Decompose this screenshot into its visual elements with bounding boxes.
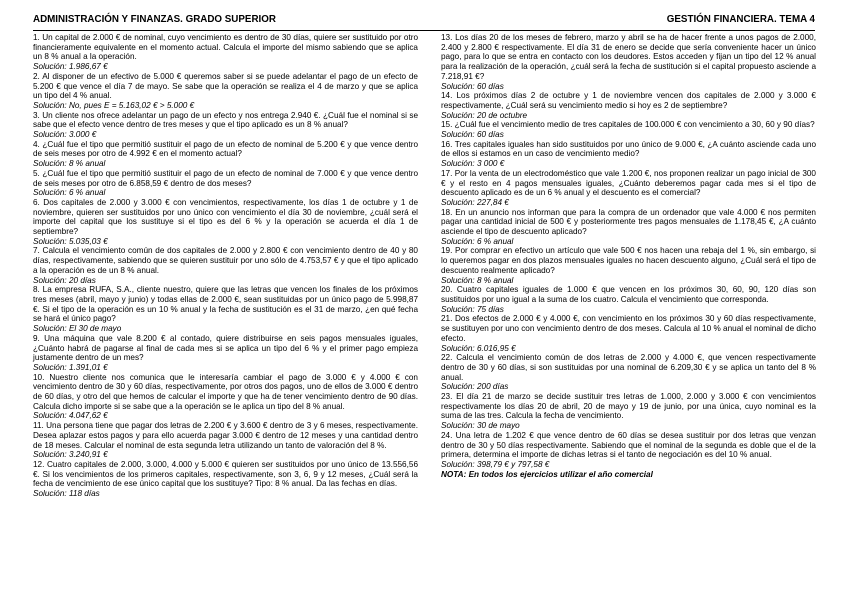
exercise-text: 18. En un anuncio nos informan que para la compra de un ordenador que vale 4.000 € nos permiten pagar una cantidad inicial de 500 € y posteriormente tres pagos mensuales de 1.178,45 €, ¿A cuánto asciende el tipo de descuento aplicado? [441, 207, 816, 237]
exercise-text: 17. Por la venta de un electrodoméstico que vale 1.200 €, nos proponen realizar un pago inicial de 300 € y el resto en 4 pagos mensuales iguales, ¿Cuánto deberemos pagar cada mes si el tipo de descuento aplicado es de un 6 % anual y el descuento es el comercial? [441, 168, 816, 198]
exercise-solution: Solución: 3 000 € [441, 159, 505, 169]
exercise-solution: Solución: 60 días [441, 130, 504, 140]
right-column [441, 33, 816, 479]
exercise-text: 22. Calcula el vencimiento común de dos letras de 2.000 y 4.000 €, que vencen respectivamente dentro de 30 y 60 días, si son sustituidas por una nominal de 6.209,30 € y se aplica un tanto del 8 % anual. [441, 353, 816, 382]
exercise-text: 6. Dos capitales de 2.000 y 3.000 € con vencimientos, respectivamente, los días 1 de octubre y 1 de noviembre, quieren ser sustituidos por uno único con vencimiento el día 30 de noviembre, ¿cuál será el importe del capital que los sustituye si el tipo es del 6 % y la operación se acuerda el día 1 de septiembre? [33, 197, 418, 237]
exercise-text: 4. ¿Cuál fue el tipo que permitió sustituir el pago de un efecto de nominal de 5.200 € y que vence dentro de seis meses por otro de 4.992 € en el momento actual? [33, 139, 418, 159]
footer-note: NOTA: En todos los ejercicios utilizar el año comercial [441, 469, 653, 479]
exercise-solution: Solución: 20 de octubre [441, 110, 528, 120]
exercise-solution: Solución: 3.000 € [33, 130, 97, 140]
exercise-solution: Solución: 5.035,03 € [33, 236, 108, 246]
exercise-solution: Solución: 118 días [33, 489, 100, 499]
exercise-text: 2. Al disponer de un efectivo de 5.000 € queremos saber si se puede adelantar el pago de un efecto de 5.200 € que vence el día 7 de mayo. Se sabe que la operación se realiza el 4 de marzo y que se aplica un tipo del 4 % anual. [33, 71, 418, 101]
exercise-solution: Solución: 30 de mayo [441, 421, 520, 431]
exercise-text: 20. Cuatro capitales iguales de 1.000 € que vencen en los próximos 30, 60, 90, 120 días son sustituidos por uno igual a la suma de los cuatro. Calcula el vencimiento que corresponda. [441, 285, 816, 304]
exercise-solution: Solución: El 30 de mayo [33, 324, 122, 334]
exercise-solution: Solución: 398,79 € y 797,58 € [441, 459, 550, 469]
exercise-solution: Solución: 6.016,95 € [441, 343, 516, 353]
exercise-text: 9. Una máquina que vale 8.200 € al contado, quiere distribuirse en seis pagos mensuales iguales, ¿Cuánto habrá de pagarse al final de cada mes si se aplica un tipo del 6 % y el primer pago empieza justamente dentro de un mes? [33, 333, 418, 363]
left-column [33, 33, 418, 499]
exercise-solution: Solución: 4.047,62 € [33, 411, 108, 421]
exercise-text: 21. Dos efectos de 2.000 € y 4.000 €, con vencimiento en los próximos 30 y 60 días respectivamente, se sustituyen por uno con vencimiento dentro de dos meses. Calcula al 10 % anual el nominal de dicho efecto. [441, 314, 816, 343]
exercise-solution: Solución: 6 % anual [33, 188, 106, 198]
exercise-text: 24. Una letra de 1.202 € que vence dentro de 60 días se desea sustituir por dos letras que venzan dentro de 30 y 50 días respectivamente. Sabiendo que el nominal de la segunda es doble que el de la primera, determina el importe de dichas letras si el tanto de negociación es del 10 % anual. [441, 430, 816, 460]
exercise-solution: Solución: 227,84 € [441, 197, 509, 207]
exercise-solution: Solución: 6 % anual [441, 236, 514, 246]
exercise-text: 19. Por comprar en efectivo un artículo que vale 500 € nos hacen una rebaja del 1 %, sin embargo, si lo queremos pagar en dos plazos mensuales iguales no hacen descuento alguno, ¿Cuál será el tipo de descuento realmente aplicado? [441, 246, 816, 275]
exercise-text: 14. Los próximos días 2 de octubre y 1 de noviembre vencen dos capitales de 2.000 y 3.000 € respectivamente, ¿Cuál será su vencimiento medio si hoy es 2 de septiembre? [441, 91, 816, 110]
exercise-text: 5. ¿Cuál fue el tipo que permitió sustituir el pago de un efecto de nominal de 7.000 € y que vence dentro de seis meses por otro de 6.858,59 € dentro de dos meses? [33, 168, 418, 188]
exercise-solution: Solución: 8 % anual [33, 159, 106, 169]
exercise-solution: Solución: 200 días [441, 382, 509, 392]
exercise-text: 12. Cuatro capitales de 2.000, 3.000, 4.000 y 5.000 € quieren ser sustituidos por uno único de 13.556,56 €. Si los vencimientos de los primeros capitales, respectivamente, son 3, 6, 9 y 12 meses, ¿Cuál será la fecha de vencimiento de ese único capital que los sustituye? Tipo: 8 % anual. Da las fechas en días. [33, 459, 418, 489]
exercise-text: 16. Tres capitales iguales han sido sustituidos por uno único de 9.000 €, ¿A cuánto asciende cada uno de ellos si estamos en un caso de vencimiento medio? [441, 139, 816, 159]
exercise-text: 8. La empresa RUFA, S.A., cliente nuestro, quiere que las letras que vencen los finales de los próximos tres meses (abril, mayo y junio) y todas ellas de 2.000 €, sean sustituidas por un único pago de 5.998,87 €. Si el tipo de la operación es un 10 % anual y la fecha de sustitución es el 31 de marzo, ¿en qué fecha se hará el único pago? [33, 285, 418, 324]
exercise-text: 1. Un capital de 2.000 € de nominal, cuyo vencimiento es dentro de 30 días, quiere ser sustituido por otro financieramente equivalente en el momento actual. Calcula el importe del mismo sabiendo que se aplica un 8 % anual a la operación. [33, 33, 418, 62]
exercise-solution: Solución: 60 días [441, 81, 504, 91]
exercise-text: 7. Calcula el vencimiento común de dos capitales de 2.000 y 2.800 € con vencimiento dentro de 40 y 80 días, respectivamente, sabiendo que se quieren sustituir por uno sólo de 4.753,57 € y que el tipo aplicado a la operación es de un 8 % anual. [33, 246, 418, 275]
exercise-text: 3. Un cliente nos ofrece adelantar un pago de un efecto y nos entrega 2.940 €. ¿Cuál fue el nominal si se sabe que el efecto vence dentro de tres meses y que el tipo aplicado es un 8 % anual? [33, 110, 418, 130]
exercise-text: 13. Los días 20 de los meses de febrero, marzo y abril se ha de hacer frente a unos pagos de 2.000, 2.400 y 2.800 € respectivamente. El día 31 de enero se decide que sería conveniente hacer un único pago, para lo que se entra en contacto con los deudores. Estos acceden y fijan un tipo del 12 % anual para la realización de la operación, ¿cuál será la fecha de sustitución si el capital propuesto asciende a 7.218,91 €? [441, 33, 816, 81]
exercise-solution: Solución: 75 días [441, 304, 504, 314]
exercise-solution: Solución: No, pues E = 5.163,02 € > 5.000 € [33, 100, 195, 110]
header-rule [33, 30, 815, 31]
header-right-title: GESTIÓN FINANCIERA. TEMA 4 [666, 14, 815, 25]
header-left-title: ADMINISTRACIÓN Y FINANZAS. GRADO SUPERIOR [33, 14, 276, 25]
exercise-text: 23. El día 21 de marzo se decide sustituir tres letras de 1.000, 2.000 y 3.000 € con vencimientos respectivamente los días 20 de abril, 20 de mayo y 19 de junio, por una única, cuyo nominal es la suma de las tres. Calcula la fecha de vencimiento. [441, 392, 816, 421]
page-header [33, 14, 815, 28]
exercise-solution: Solución: 8 % anual [441, 275, 514, 285]
exercise-text: 15. ¿Cuál fue el vencimiento medio de tres capitales de 100.000 € con vencimiento a 30, 60 y 90 días? [441, 120, 815, 130]
exercise-solution: Solución: 3.240,91 € [33, 450, 108, 460]
exercise-solution: Solución: 1.391,01 € [33, 362, 108, 372]
exercise-text: 10. Nuestro cliente nos comunica que le interesaría cambiar el pago de 3.000 € y 4.000 € con vencimiento dentro de 30 y 60 días, respectivamente, por otros dos pagos, uno de ellos de 3.000 € dentro de 60 días, y otro del que hemos de calcular el importe y que ha de tener vencimiento dentro de 90 días. Calcula dicho importe si se sabe que a la operación se le aplica un tipo del 8 % anual. [33, 372, 418, 411]
exercise-text: 11. Una persona tiene que pagar dos letras de 2.200 € y 3.600 € dentro de 3 y 6 meses, respectivamente. Desea aplazar estos pagos y para ello acuerda pagar 3.000 € dentro de 12 meses y una cantidad dentro de 18 meses. Calcular el nominal de esta segunda letra utilizando un tanto de valoración del 8 %. [33, 421, 418, 450]
exercise-solution: Solución: 20 días [33, 275, 96, 285]
exercise-solution: Solución: 1.986,67 € [33, 62, 108, 72]
